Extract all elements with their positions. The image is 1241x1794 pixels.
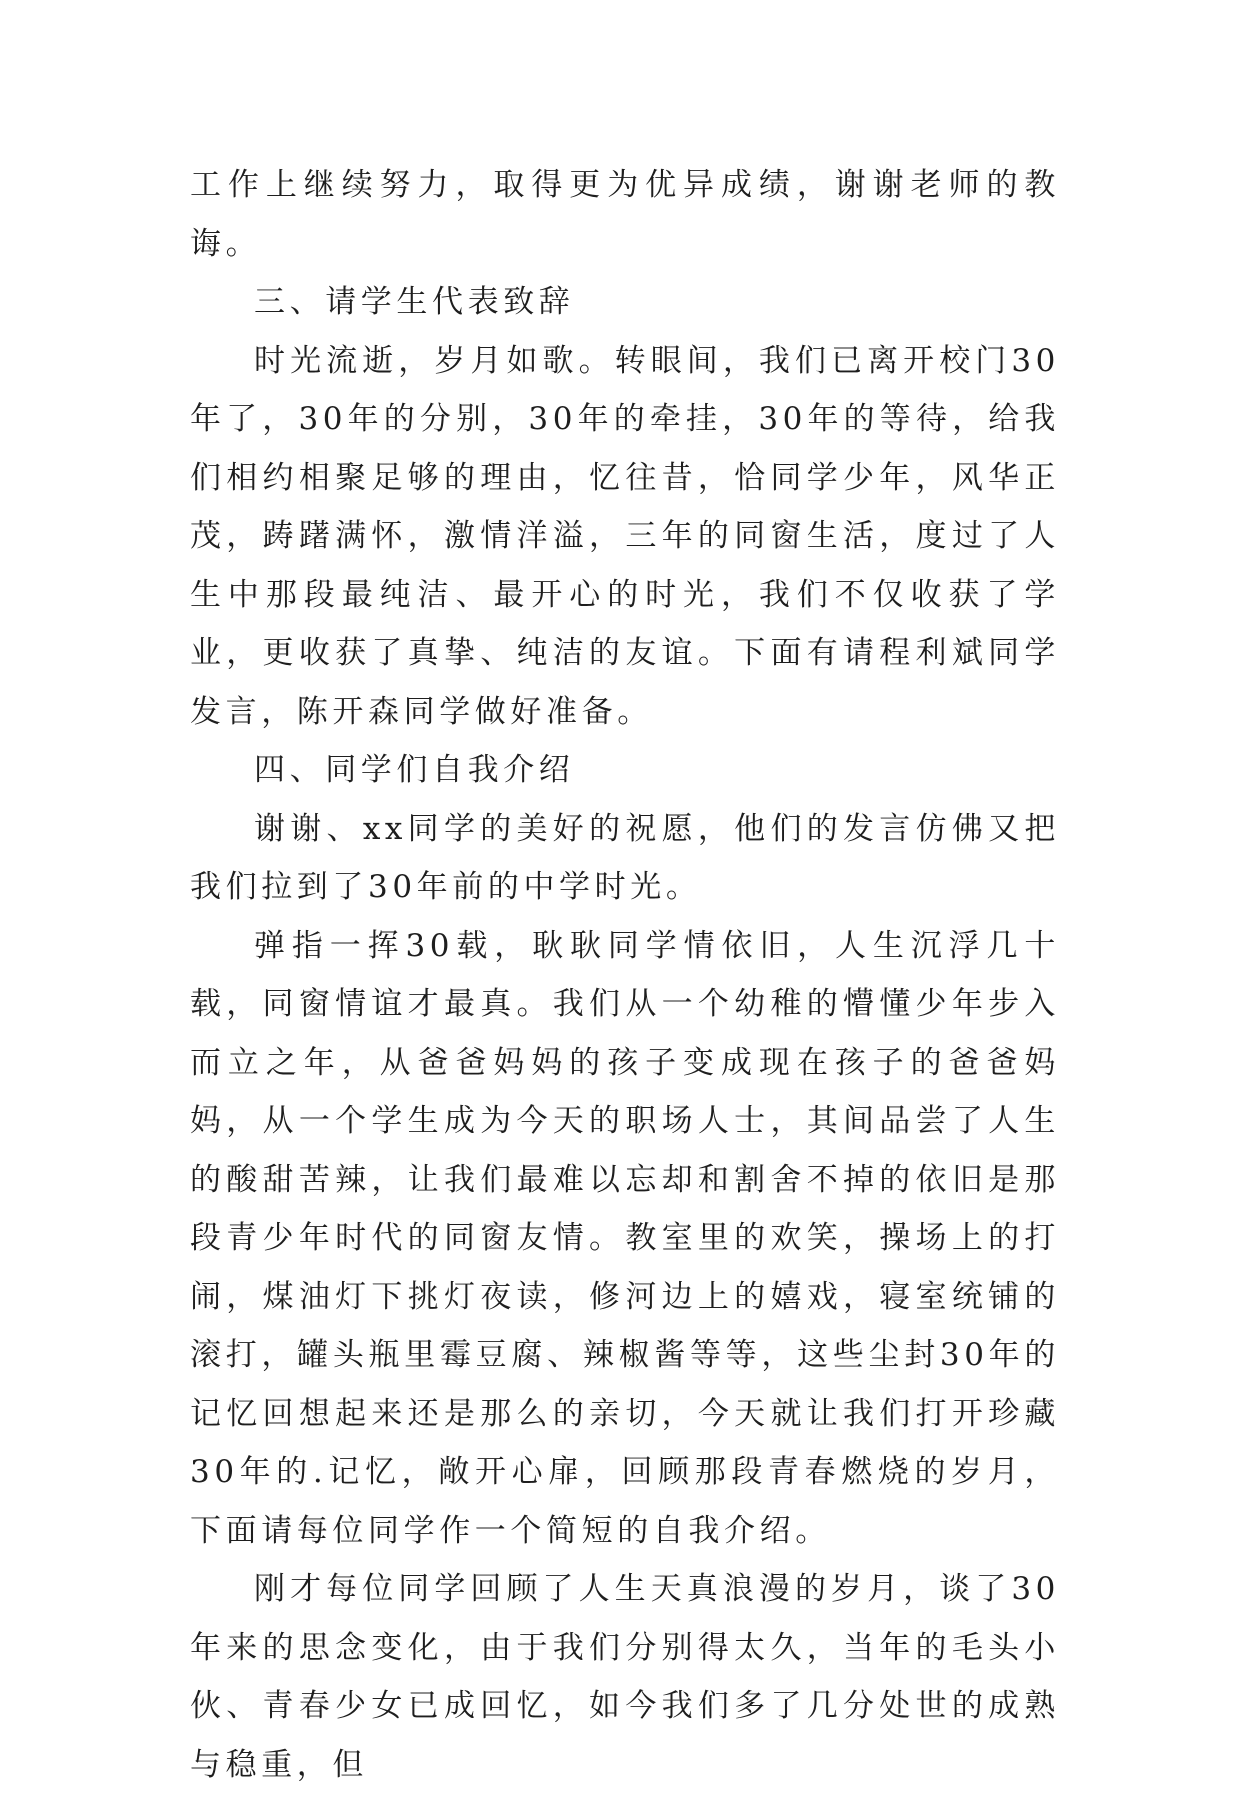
paragraph-memories: 弹指一挥30载，耿耿同学情依旧，人生沉浮几十载，同窗情谊才最真。我们从一个幼稚的懵懂少年步入而立之年，从爸爸妈妈的孩子变成现在孩子的爸爸妈妈，从一个学生成为今天的职场人士，其间品尝了人生的酸甜苦辣，让我们最难以忘却和割舍不掉的依旧是那段青少年时代的同窗友情。教室里的欢笑，操场上的打闹，煤油灯下挑灯夜读，修河边上的嬉戏，寝室统铺的滚打，罐头瓶里霉豆腐、辣椒酱等等，这些尘封30年的记忆回想起来还是那么的亲切，今天就让我们打开珍藏30年的.记忆，敞开心扉，回顾那段青春燃烧的岁月，下面请每位同学作一个简短的自我介绍。 [190, 927, 1060, 1549]
paragraph-student-speech: 时光流逝，岁月如歌。转眼间，我们已离开校门30年了，30年的分别，30年的牵挂，30年的等待，给我们相约相聚足够的理由，忆往昔，恰同学少年，风华正茂，踌躇满怀，激情洋溢，三年的同窗生活，度过了人生中那段最纯洁、最开心的时光，我们不仅收获了学业，更收获了真挚、纯洁的友谊。下面有请程利斌同学发言，陈开森同学做好准备。 [190, 342, 1060, 730]
paragraph-thanks-wishes: 谢谢、xx同学的美好的祝愿，他们的发言仿佛又把我们拉到了30年前的中学时光。 [190, 810, 1060, 905]
section-heading-student-speech: 三、请学生代表致辞 [254, 284, 575, 320]
document-page [190, 156, 1060, 1794]
section-heading-self-introduction: 四、同学们自我介绍 [254, 752, 575, 788]
paragraph-reflection: 刚才每位同学回顾了人生天真浪漫的岁月，谈了30年来的思念变化，由于我们分别得太久，当年的毛头小伙、青春少女已成回忆，如今我们多了几分处世的成熟与稳重，但 [190, 1571, 1060, 1783]
paragraph-closing-thanks: 工作上继续努力，取得更为优异成绩，谢谢老师的教诲。 [190, 167, 1060, 262]
